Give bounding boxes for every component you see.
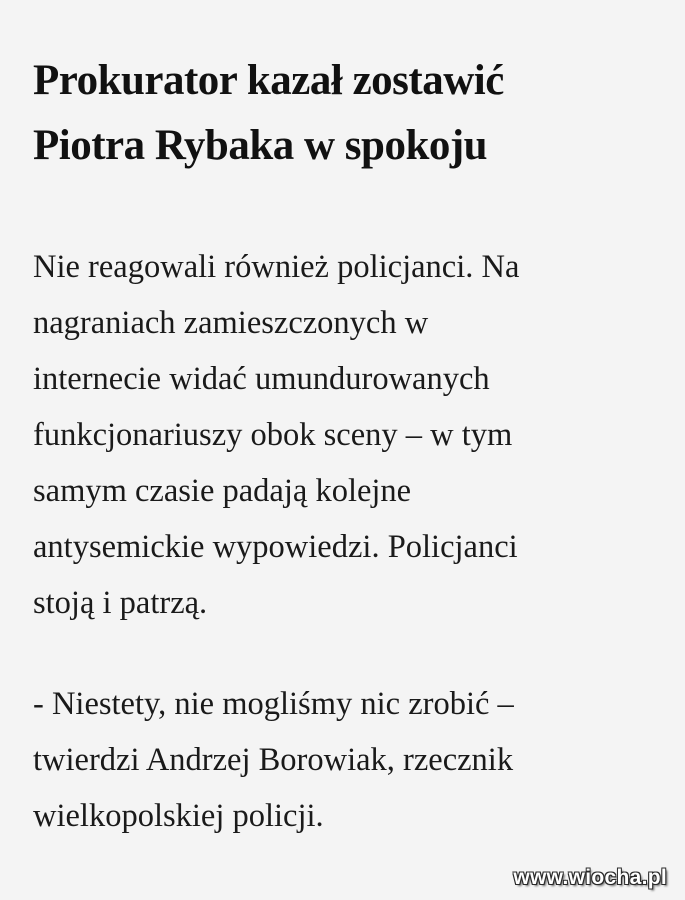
article-headline — [33, 48, 673, 178]
paragraph-line: internecie widać umundurowanych — [33, 361, 490, 397]
quote-paragraph — [33, 676, 673, 844]
article-paragraph — [33, 239, 673, 631]
paragraph-line: samym czasie padają kolejne — [33, 473, 412, 509]
paragraph-line: wielkopolskiej policji. — [33, 798, 324, 834]
paragraph-line: funkcjonariuszy obok sceny – w tym — [33, 417, 513, 453]
paragraph-line: - Niestety, nie mogliśmy nic zrobić – — [33, 686, 514, 722]
paragraph-line: twierdzi Andrzej Borowiak, rzecznik — [33, 742, 514, 778]
paragraph-line: antysemickie wypowiedzi. Policjanci — [33, 529, 518, 565]
paragraph-line: nagraniach zamieszczonych w — [33, 305, 429, 341]
headline-line: Prokurator kazał zostawić — [33, 57, 504, 104]
paragraph-line: Nie reagowali również policjanci. Na — [33, 249, 520, 285]
headline-line: Piotra Rybaka w spokoju — [33, 122, 488, 169]
paragraph-line: stoją i patrzą. — [33, 585, 208, 621]
site-watermark: www.wiocha.pl — [513, 866, 667, 889]
article — [33, 48, 673, 844]
